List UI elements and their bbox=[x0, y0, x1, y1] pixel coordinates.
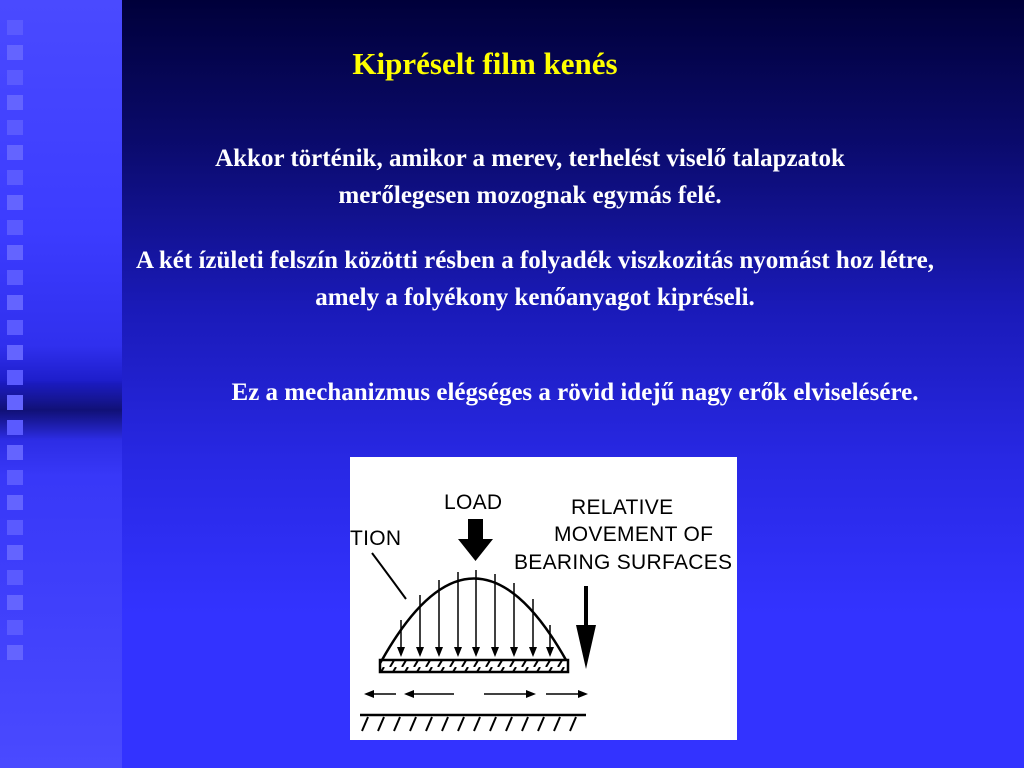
decorative-square bbox=[7, 295, 23, 310]
paragraph-conclusion: Ez a mechanizmus elégséges a rövid idejű nagy erők elviselésére. bbox=[231, 379, 919, 406]
decorative-square bbox=[7, 95, 23, 110]
decorative-square bbox=[7, 120, 23, 135]
decorative-square bbox=[7, 445, 23, 460]
pressure-arrows bbox=[397, 570, 554, 657]
paragraph-mechanism: A két ízületi felszín közötti résben a folyadék viszkozitás nyomást hoz létre, amely a folyékony kenőanyagot kipréseli. bbox=[135, 247, 935, 311]
load-label-text: LOAD bbox=[444, 491, 503, 514]
decorative-square bbox=[7, 45, 23, 60]
decorative-square bbox=[7, 70, 23, 85]
decorative-square-strip bbox=[7, 20, 23, 660]
relative-movement-line-1: RELATIVE bbox=[571, 496, 674, 519]
squeeze-film-svg bbox=[350, 457, 737, 740]
decorative-square bbox=[7, 345, 23, 360]
upper-bearing-surface bbox=[380, 660, 568, 672]
decorative-square bbox=[7, 645, 23, 660]
fluid-outflow-arrows bbox=[364, 690, 588, 698]
label-pointer-line bbox=[372, 553, 406, 599]
relative-movement-line-2: MOVEMENT OF bbox=[554, 523, 714, 546]
decorative-square bbox=[7, 570, 23, 585]
decorative-square bbox=[7, 545, 23, 560]
decorative-square bbox=[7, 470, 23, 485]
squeeze-film-diagram bbox=[350, 457, 737, 740]
cropped-label-text: TION bbox=[350, 527, 402, 550]
decorative-square bbox=[7, 20, 23, 35]
decorative-square bbox=[7, 270, 23, 285]
decorative-square bbox=[7, 620, 23, 635]
decorative-square bbox=[7, 370, 23, 385]
decorative-square bbox=[7, 145, 23, 160]
relative-movement-line-3: BEARING SURFACES bbox=[514, 551, 733, 574]
left-decorative-band bbox=[0, 0, 122, 768]
slide-title: Kipréselt film kenés bbox=[352, 46, 618, 81]
decorative-square bbox=[7, 245, 23, 260]
paragraph-definition: Akkor történik, amikor a merev, terhelést viselő talapzatok merőlegesen mozognak egymás felé. bbox=[215, 145, 845, 209]
decorative-square bbox=[7, 420, 23, 435]
lower-surface-hatching bbox=[362, 717, 576, 731]
decorative-square bbox=[7, 220, 23, 235]
decorative-square bbox=[7, 395, 23, 410]
movement-arrow-icon bbox=[576, 586, 596, 669]
decorative-square bbox=[7, 520, 23, 535]
decorative-square bbox=[7, 495, 23, 510]
decorative-square bbox=[7, 195, 23, 210]
decorative-square bbox=[7, 170, 23, 185]
decorative-square bbox=[7, 320, 23, 335]
decorative-square bbox=[7, 595, 23, 610]
load-arrow-icon bbox=[458, 519, 493, 561]
